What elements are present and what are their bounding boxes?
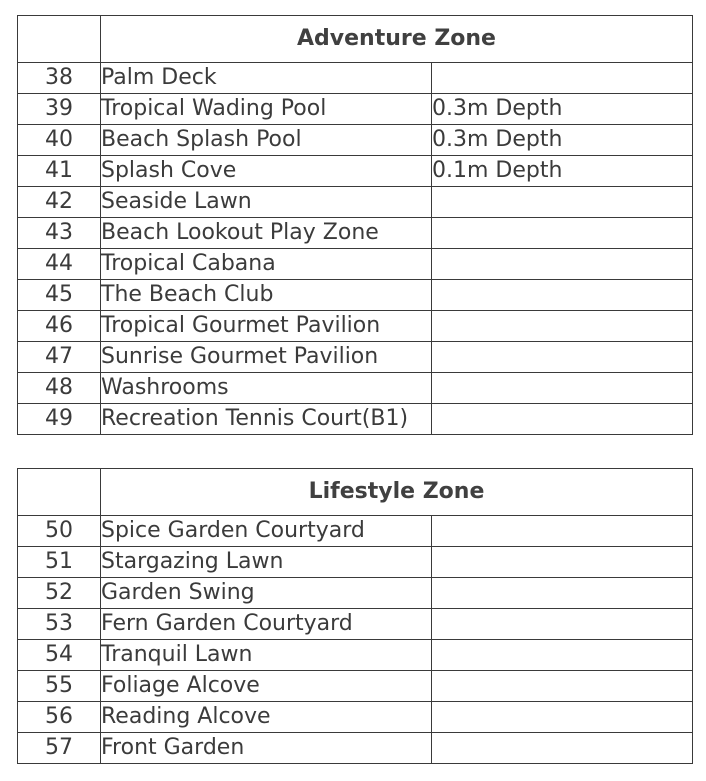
facility-note: 0.3m Depth	[432, 94, 693, 125]
row-number: 56	[18, 702, 101, 733]
facility-note	[432, 671, 693, 702]
row-number: 51	[18, 547, 101, 578]
row-number: 47	[18, 342, 101, 373]
facility-name: Tropical Cabana	[101, 249, 432, 280]
facility-name: Foliage Alcove	[101, 671, 432, 702]
facility-note	[432, 609, 693, 640]
row-number: 50	[18, 516, 101, 547]
row-number: 42	[18, 187, 101, 218]
lifestyle-zone-header-row	[18, 469, 693, 516]
adventure-zone-title: Adventure Zone	[101, 16, 693, 63]
row-number: 53	[18, 609, 101, 640]
facility-note	[432, 373, 693, 404]
table-row	[18, 342, 693, 373]
facility-name: Garden Swing	[101, 578, 432, 609]
row-number: 39	[18, 94, 101, 125]
table-row	[18, 156, 693, 187]
facility-name: Tropical Gourmet Pavilion	[101, 311, 432, 342]
lifestyle-zone-title: Lifestyle Zone	[101, 469, 693, 516]
table-row	[18, 547, 693, 578]
facility-name: Stargazing Lawn	[101, 547, 432, 578]
table-row	[18, 280, 693, 311]
facility-name: Recreation Tennis Court(B1)	[101, 404, 432, 435]
row-number: 48	[18, 373, 101, 404]
row-number: 41	[18, 156, 101, 187]
table-row	[18, 578, 693, 609]
facility-name: Tranquil Lawn	[101, 640, 432, 671]
table-row	[18, 702, 693, 733]
facility-note	[432, 516, 693, 547]
row-number: 52	[18, 578, 101, 609]
row-number: 57	[18, 733, 101, 764]
table-row	[18, 373, 693, 404]
facility-note: 0.3m Depth	[432, 125, 693, 156]
row-number: 40	[18, 125, 101, 156]
table-row	[18, 311, 693, 342]
table-row	[18, 94, 693, 125]
facility-note	[432, 280, 693, 311]
facility-name: The Beach Club	[101, 280, 432, 311]
facility-note	[432, 702, 693, 733]
row-number: 55	[18, 671, 101, 702]
table-row	[18, 516, 693, 547]
table-row	[18, 609, 693, 640]
facility-note	[432, 640, 693, 671]
facility-name: Front Garden	[101, 733, 432, 764]
facility-note	[432, 342, 693, 373]
adventure-zone-table	[17, 15, 693, 435]
facility-name: Beach Lookout Play Zone	[101, 218, 432, 249]
table-row	[18, 187, 693, 218]
facility-name: Splash Cove	[101, 156, 432, 187]
row-number: 38	[18, 63, 101, 94]
table-row	[18, 249, 693, 280]
table-row	[18, 671, 693, 702]
table-row	[18, 218, 693, 249]
facility-name: Fern Garden Courtyard	[101, 609, 432, 640]
header-number-cell	[18, 16, 101, 63]
facility-note	[432, 63, 693, 94]
adventure-zone-header-row	[18, 16, 693, 63]
adventure-zone-body	[18, 16, 693, 435]
row-number: 54	[18, 640, 101, 671]
row-number: 46	[18, 311, 101, 342]
table-row	[18, 733, 693, 764]
facility-name: Spice Garden Courtyard	[101, 516, 432, 547]
facility-name: Seaside Lawn	[101, 187, 432, 218]
table-row	[18, 63, 693, 94]
facility-name: Washrooms	[101, 373, 432, 404]
facility-note	[432, 311, 693, 342]
facility-note: 0.1m Depth	[432, 156, 693, 187]
facility-note	[432, 218, 693, 249]
facility-name: Sunrise Gourmet Pavilion	[101, 342, 432, 373]
row-number: 43	[18, 218, 101, 249]
table-row	[18, 640, 693, 671]
facility-note	[432, 249, 693, 280]
row-number: 45	[18, 280, 101, 311]
lifestyle-zone-table	[17, 468, 693, 764]
row-number: 49	[18, 404, 101, 435]
facility-name: Tropical Wading Pool	[101, 94, 432, 125]
facility-name: Beach Splash Pool	[101, 125, 432, 156]
facility-note	[432, 187, 693, 218]
facility-name: Palm Deck	[101, 63, 432, 94]
facility-note	[432, 733, 693, 764]
table-row	[18, 125, 693, 156]
header-number-cell	[18, 469, 101, 516]
lifestyle-zone-body	[18, 469, 693, 764]
facility-note	[432, 578, 693, 609]
row-number: 44	[18, 249, 101, 280]
facility-name: Reading Alcove	[101, 702, 432, 733]
facility-note	[432, 547, 693, 578]
facility-note	[432, 404, 693, 435]
table-row	[18, 404, 693, 435]
